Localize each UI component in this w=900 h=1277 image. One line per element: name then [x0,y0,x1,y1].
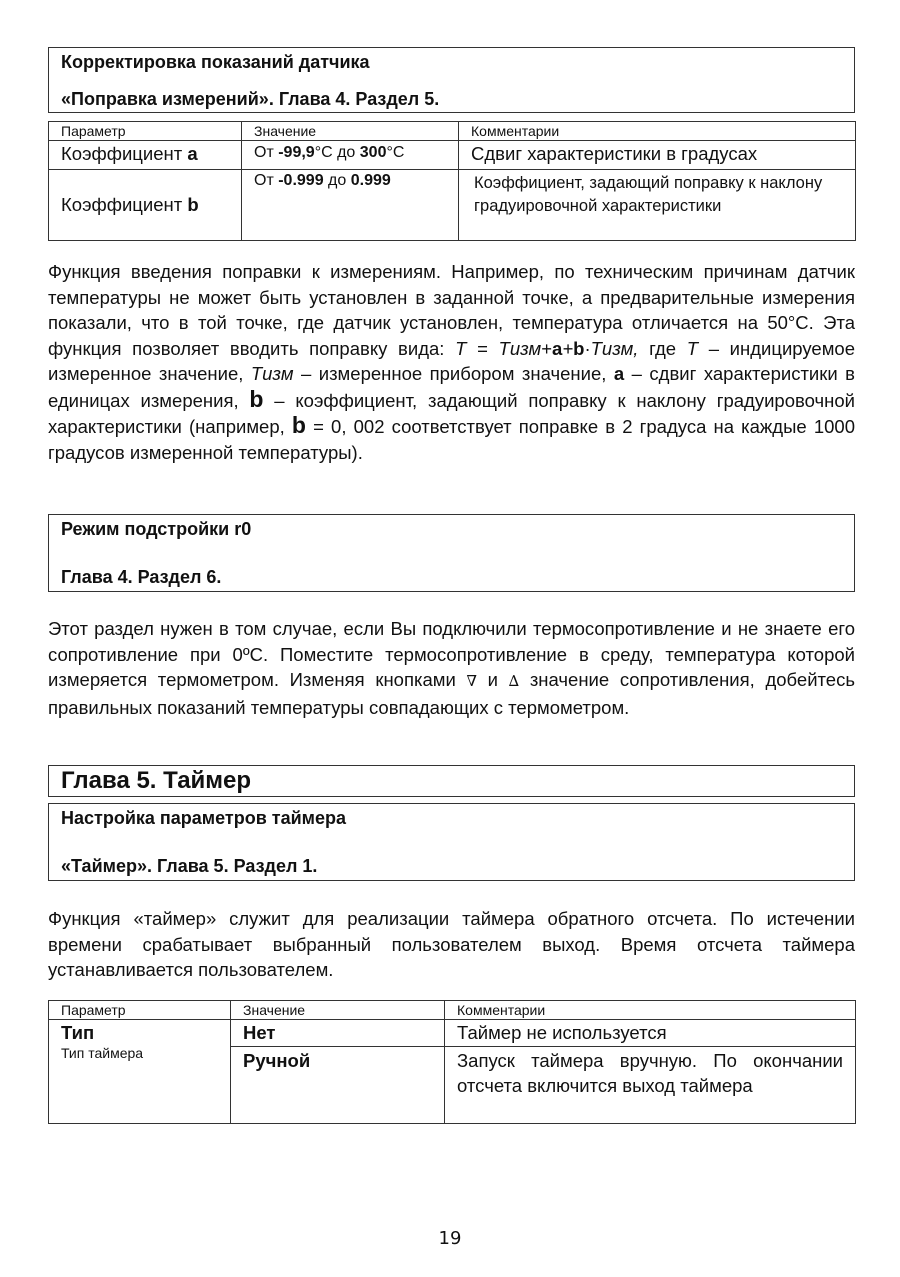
value-cell: Нет [231,1020,445,1047]
param-description: Тип таймера [61,1045,144,1061]
r0-description [48,616,855,720]
text: где [638,337,687,359]
section-title: Корректировка показаний датчика [61,52,370,72]
comment-cell: Сдвиг характеристики в градусах [459,141,856,170]
value-cell [242,170,459,241]
section-box-timer-settings [48,803,855,881]
param-symbol: b [187,194,199,215]
page-number: 19 [438,1228,462,1249]
value-max: 300 [359,144,387,161]
value-cell: Ручной [231,1047,445,1124]
section-title: Настройка параметров таймера [61,808,346,828]
value-text: до [323,172,351,189]
down-button-symbol-icon: ∇ [466,672,477,690]
value-cell [242,141,459,170]
table-row [49,141,856,170]
header-param: Параметр [49,1001,231,1020]
chapter-title [48,765,855,797]
value-min: -99,9 [278,144,315,161]
value-min: -0.999 [278,172,324,189]
symbol-b: b [249,385,264,412]
formula-T: T [455,337,467,359]
value-text: °C до [314,144,360,161]
text: Функция «таймер» служит для реализации таймера обратного отсчета. По истечении времени срабатывает выбранный пользователем выход. Время отсчета таймера устанавливается пользователем. [48,908,855,980]
table-header-row [49,1001,856,1020]
text: – коэффициент, задающий поправку к наклону градуировочной характеристики (например, [48,389,855,437]
formula-plus: + [562,337,574,359]
table-row [49,1020,856,1047]
header-comment: Комментарии [459,122,856,141]
coefficients-table [48,121,856,241]
correction-description [48,259,855,465]
text: – измеренное прибором значение, [293,363,614,384]
text: и [476,669,509,690]
symbol-a: a [613,363,625,384]
value-text: От [254,144,279,161]
header-value: Значение [242,122,459,141]
formula-plus: + [541,337,553,359]
section-reference: Глава 4. Раздел 6. [61,567,222,587]
formula-b: b [573,337,585,359]
symbol-Tizm: Tизм [250,363,294,384]
param-cell [49,1020,231,1124]
comment-cell: Таймер не используется [445,1020,856,1047]
text: Функция введения поправки к измерениям. Например, по техническим причинам датчик температуры не может быть установлен в заданной точке, а предварительные измерения показали, что в той точке, где датчик установлен, температура отличается на 50°C. Эта функция позволяет вводить поправку вида: [48,261,855,359]
up-button-symbol-icon: ∆ [508,672,520,690]
timer-table [48,1000,856,1124]
value-unit: °C [386,144,405,161]
text: – индицируемое измеренное значение, [48,337,856,384]
comment-cell: Коэффициент, задающий поправку к наклону градуировочной характеристики [459,170,856,241]
value-max: 0.999 [350,172,391,189]
text: значение сопротивления, добейтесь правильных показаний температуры совпадающих с термометром. [48,669,855,718]
header-param: Параметр [49,122,242,141]
symbol-T: T [686,337,699,359]
header-comment: Комментарии [445,1001,856,1020]
param-cell [49,141,242,170]
section-reference: «Поправка измерений». Глава 4. Раздел 5. [61,89,440,109]
param-label: Коэффициент [61,143,188,164]
text: – сдвиг характеристики в единицах измерения, [48,363,855,411]
symbol-b: b [291,412,306,438]
text: = 0, 002 соответствует поправке в 2 градуса на каждые 1000 градусов измеренной температуры). [48,416,855,463]
value-text: От [254,172,279,189]
text: Этот раздел нужен в том случае, если Вы подключили термосопротивление и не знаете его сопротивление при 0ºC. Поместите термосопротивление в среду, температура которой измеряется термометром. Изменяя кнопками [48,618,855,690]
param-name: Тип [61,1022,95,1043]
section-box-r0-tuning [48,514,855,592]
timer-description [48,906,855,983]
formula-Tizm: Tизм, [590,337,639,359]
param-cell [49,170,242,241]
comment-cell: Запуск таймера вручную. По окончании отсчета включится выход таймера [445,1047,856,1124]
param-symbol: a [187,143,198,164]
formula-a: a [552,337,563,359]
table-header-row [49,122,856,141]
section-reference: «Таймер». Глава 5. Раздел 1. [61,856,318,876]
section-title: Режим подстройки r0 [61,519,252,539]
param-label: Коэффициент [61,194,188,215]
chapter-title-text: Глава 5. Таймер [61,767,252,794]
formula-dot: · [584,337,591,359]
table-row [49,170,856,241]
section-box-sensor-correction [48,47,855,113]
header-value: Значение [231,1001,445,1020]
formula-Tizm: Tизм [498,337,542,359]
formula-eq: = [466,337,499,359]
